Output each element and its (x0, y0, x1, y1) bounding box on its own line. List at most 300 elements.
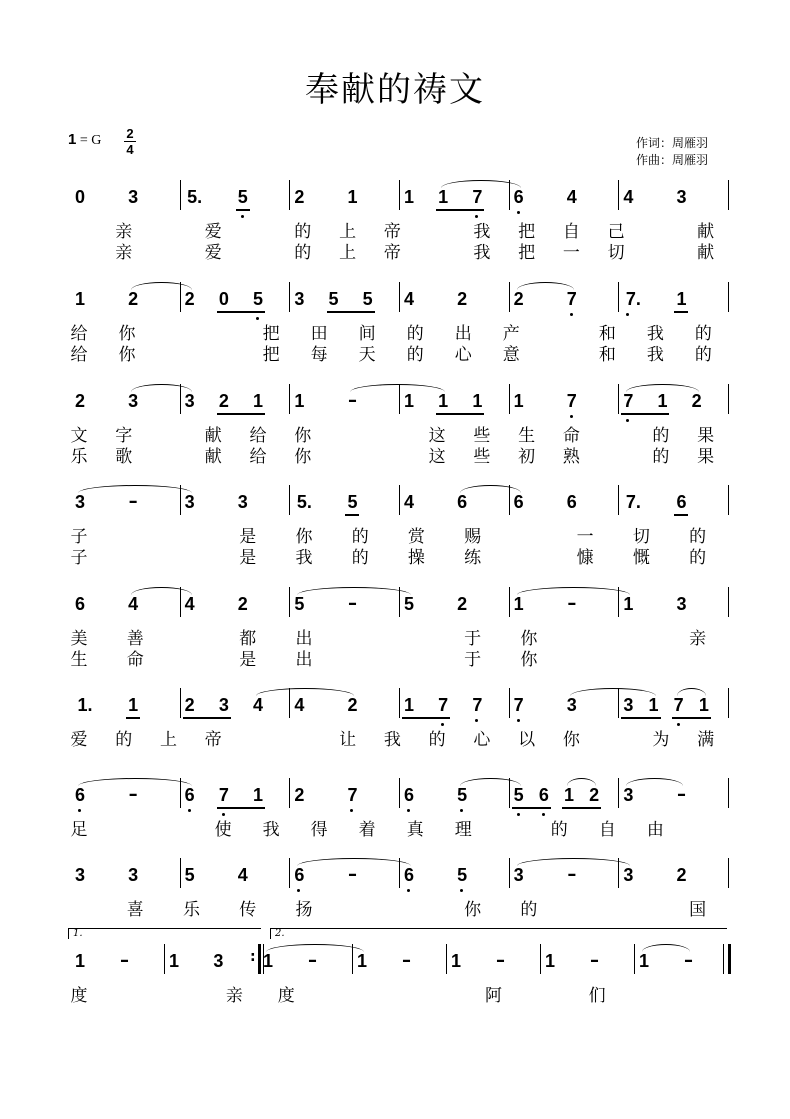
note: 5 (457, 785, 468, 805)
lyric-syllable: 善 (126, 629, 144, 649)
beam-underline (436, 209, 484, 211)
lyric-syllable: 心 (473, 730, 491, 750)
note: 4 (128, 594, 139, 614)
lyric-syllable: 我 (646, 345, 664, 365)
note: 6 (403, 785, 414, 805)
note: 3 (213, 951, 224, 971)
tie-slur (350, 384, 445, 392)
note: 7 (347, 785, 358, 805)
staff-row (0, 178, 790, 263)
note: 1 (544, 951, 555, 971)
lyric-syllable: 子 (70, 548, 88, 568)
sustain-dash: – (347, 390, 357, 411)
barline (399, 688, 400, 718)
note: 1 (252, 785, 263, 805)
barline (289, 180, 290, 210)
tie-slur (78, 778, 192, 786)
note: 1 (294, 391, 305, 411)
lyric-syllable: 一 (576, 527, 594, 547)
lyric-syllable: 帝 (383, 243, 401, 263)
note: 3 (623, 865, 634, 885)
lyric-syllable: 得 (310, 820, 328, 840)
barline (399, 282, 400, 312)
barline (399, 778, 400, 808)
tie-slur (256, 688, 354, 696)
lyric-syllable: 都 (239, 629, 257, 649)
note: 7 (673, 695, 684, 715)
beam-underline (512, 807, 551, 809)
note: 5 (513, 785, 524, 805)
staff-row (0, 483, 790, 568)
note: 3 (513, 865, 524, 885)
lyric-syllable: 心 (454, 345, 472, 365)
lyric-syllable: 你 (118, 324, 136, 344)
lyric-syllable: 熟 (562, 447, 580, 467)
lyric-syllable: 美 (70, 629, 88, 649)
sustain-dash: – (307, 950, 317, 971)
note: 1 (450, 951, 461, 971)
barline (509, 688, 510, 718)
octave-dot-low (475, 719, 478, 722)
lyric-syllable: 上 (160, 730, 178, 750)
note: 3 (623, 695, 634, 715)
barline (509, 587, 510, 617)
note: 7. (625, 289, 641, 309)
barline (618, 180, 619, 210)
note: 3 (128, 187, 139, 207)
octave-dot-low (626, 313, 629, 316)
note: 5 (347, 492, 358, 512)
lyric-syllable: 的 (406, 345, 424, 365)
sustain-dash: – (495, 950, 505, 971)
note: 7 (218, 785, 229, 805)
note: 1 (403, 187, 414, 207)
lyric-syllable: 献 (697, 243, 715, 263)
octave-dot-low (517, 813, 520, 816)
lyric-syllable: 初 (518, 447, 536, 467)
note: 7 (566, 289, 577, 309)
note: 5. (296, 492, 312, 512)
note: 6 (184, 785, 195, 805)
note: 4 (403, 492, 414, 512)
lyric-syllable: 的 (694, 345, 712, 365)
note: 2 (237, 594, 248, 614)
note: 1 (252, 391, 263, 411)
beam-underline (183, 717, 231, 719)
barline (618, 485, 619, 515)
barline (634, 944, 635, 974)
lyric-syllable: 把 (518, 243, 536, 263)
note: 1 (472, 391, 483, 411)
lyric-syllable: 献 (204, 426, 222, 446)
beam-underline (217, 413, 265, 415)
sustain-dash: – (676, 784, 686, 805)
octave-dot-low (677, 723, 680, 726)
lyric-syllable: 我 (646, 324, 664, 344)
lyric-syllable: 间 (358, 324, 376, 344)
lyric-syllable: 于 (464, 629, 482, 649)
time-signature (124, 127, 136, 156)
octave-dot-low (441, 723, 444, 726)
octave-dot-low (350, 809, 353, 812)
sustain-dash: – (401, 950, 411, 971)
barline (289, 778, 290, 808)
lyric-syllable: 上 (339, 222, 357, 242)
tie-slur (131, 384, 192, 392)
second-ending-bracket (270, 928, 727, 939)
lyric-syllable: 由 (646, 820, 664, 840)
note: 7 (438, 695, 449, 715)
lyric-syllable: 的 (689, 548, 707, 568)
sustain-dash: – (589, 950, 599, 971)
lyric-syllable: 一 (562, 243, 580, 263)
note: 1 (74, 289, 85, 309)
song-title: 奉献的祷文 (305, 70, 485, 110)
barline (540, 944, 541, 974)
tie-slur (517, 282, 574, 290)
tie-slur (626, 384, 698, 392)
lyric-syllable: 你 (294, 426, 312, 446)
note: 1 (657, 391, 668, 411)
beam-underline (217, 807, 265, 809)
lyric-syllable: 使 (214, 820, 232, 840)
note: 4 (252, 695, 263, 715)
barline (509, 282, 510, 312)
lyric-syllable: 些 (473, 426, 491, 446)
lyric-syllable: 传 (239, 900, 257, 920)
note: 6 (513, 492, 524, 512)
tie-slur (517, 858, 631, 866)
lyric-syllable: 把 (262, 324, 280, 344)
note: 0 (74, 187, 85, 207)
note: 4 (294, 695, 305, 715)
note: 1 (403, 391, 414, 411)
lyric-syllable: 慷 (576, 548, 594, 568)
note: 2 (457, 289, 468, 309)
lyric-syllable: 度 (70, 986, 88, 1006)
note: 2 (294, 187, 305, 207)
barline (289, 485, 290, 515)
octave-dot-low (256, 317, 259, 320)
note: 3 (184, 391, 195, 411)
note: 4 (184, 594, 195, 614)
barline (618, 282, 619, 312)
barline (180, 180, 181, 210)
note: 4 (566, 187, 577, 207)
barline (289, 587, 290, 617)
lyric-syllable: 你 (295, 527, 313, 547)
lyric-syllable: 歌 (115, 447, 133, 467)
note: 3 (184, 492, 195, 512)
beam-underline (674, 514, 688, 516)
lyric-syllable: 是 (239, 650, 257, 670)
barline (728, 485, 729, 515)
lyric-syllable: 的 (294, 222, 312, 242)
note: 6 (538, 785, 549, 805)
lyric-syllable: 子 (70, 527, 88, 547)
lyric-syllable: 的 (652, 447, 670, 467)
lyric-syllable: 出 (295, 650, 313, 670)
barline (399, 180, 400, 210)
lyric-syllable: 的 (294, 243, 312, 263)
note: 2 (691, 391, 702, 411)
note: 6 (74, 594, 85, 614)
lyric-syllable: 们 (588, 986, 606, 1006)
lyric-syllable: 己 (607, 222, 625, 242)
note: 5 (362, 289, 373, 309)
lyric-syllable: 果 (697, 426, 715, 446)
tie-slur (297, 858, 411, 866)
octave-dot-low (188, 809, 191, 812)
lyric-syllable: 我 (262, 820, 280, 840)
lyric-syllable: 的 (406, 324, 424, 344)
lyric-syllable: 字 (115, 426, 133, 446)
octave-dot-low (460, 889, 463, 892)
lyric-syllable: 你 (520, 629, 538, 649)
lyric-syllable: 于 (464, 650, 482, 670)
note: 4 (237, 865, 248, 885)
note: 2 (347, 695, 358, 715)
time-signature-top: 2 (126, 126, 134, 141)
barline (618, 384, 619, 414)
lyric-syllable: 着 (358, 820, 376, 840)
octave-dot-low (626, 419, 629, 422)
lyric-syllable: 出 (454, 324, 472, 344)
tie-slur (626, 778, 683, 786)
lyric-syllable: 献 (204, 447, 222, 467)
barline (509, 858, 510, 888)
tie-slur (642, 944, 690, 952)
note: 5 (403, 594, 414, 614)
lyric-syllable: 的 (694, 324, 712, 344)
barline (289, 858, 290, 888)
note: 3 (218, 695, 229, 715)
barline (446, 944, 447, 974)
lyric-syllable: 给 (249, 447, 267, 467)
lyric-syllable: 的 (652, 426, 670, 446)
lyric-syllable: 给 (249, 426, 267, 446)
beam-underline (402, 717, 450, 719)
lyric-syllable: 扬 (295, 900, 313, 920)
lyric-syllable: 乐 (70, 447, 88, 467)
beam-underline (672, 717, 711, 719)
beam-underline (562, 807, 601, 809)
barline (180, 858, 181, 888)
lyric-syllable: 练 (464, 548, 482, 568)
barline (728, 858, 729, 888)
lyric-syllable: 赏 (407, 527, 425, 547)
composer-credit: 作曲：周雁羽 (636, 153, 709, 167)
note: 2 (184, 695, 195, 715)
barline (618, 778, 619, 808)
volta-label: 1. (73, 928, 83, 939)
note: 3 (74, 865, 85, 885)
note: 0 (218, 289, 229, 309)
time-signature-bottom: 4 (126, 142, 134, 157)
note: 1 (438, 187, 449, 207)
lyric-syllable: 我 (295, 548, 313, 568)
note: 3 (566, 695, 577, 715)
lyric-syllable: 是 (239, 527, 257, 547)
note: 6 (676, 492, 687, 512)
lyric-syllable: 足 (70, 820, 88, 840)
barline (728, 180, 729, 210)
note: 4 (403, 289, 414, 309)
note: 3 (128, 391, 139, 411)
note: 7 (472, 187, 483, 207)
lyric-syllable: 切 (632, 527, 650, 547)
lyric-syllable: 爱 (70, 730, 88, 750)
lyric-syllable: 意 (502, 345, 520, 365)
tie-slur (297, 587, 411, 595)
octave-dot-low (407, 889, 410, 892)
note: 6 (74, 785, 85, 805)
note: 2 (589, 785, 600, 805)
lyric-syllable: 你 (294, 447, 312, 467)
lyric-syllable: 文 (70, 426, 88, 446)
lyric-syllable: 的 (351, 548, 369, 568)
tie-slur (266, 944, 364, 952)
octave-dot-low (517, 211, 520, 214)
tie-slur (517, 587, 631, 595)
beam-underline (674, 311, 688, 313)
lyric-syllable: 和 (598, 345, 616, 365)
octave-dot-low (517, 719, 520, 722)
beam-underline (327, 311, 375, 313)
beam-underline (126, 717, 140, 719)
barline (723, 944, 724, 974)
sustain-dash: – (567, 864, 577, 885)
lyric-syllable: 爱 (204, 243, 222, 263)
note: 5. (187, 187, 203, 207)
sustain-dash: – (119, 950, 129, 971)
staff-row (0, 382, 790, 467)
lyric-syllable: 帝 (383, 222, 401, 242)
note: 1 (648, 695, 659, 715)
note: 5 (457, 865, 468, 885)
note: 1 (698, 695, 709, 715)
octave-dot-low (570, 415, 573, 418)
lyric-syllable: 出 (295, 629, 313, 649)
barline (728, 688, 729, 718)
note: 1 (347, 187, 358, 207)
lyric-syllable: 命 (126, 650, 144, 670)
tie-slur (131, 282, 192, 290)
staff-row (0, 686, 790, 750)
barline (399, 485, 400, 515)
key-value: = G (79, 133, 102, 148)
lyric-syllable: 我 (473, 222, 491, 242)
lyric-syllable: 的 (520, 900, 538, 920)
first-ending-bracket (68, 928, 261, 939)
sustain-dash: – (128, 784, 138, 805)
beam-underline (345, 514, 359, 516)
note: 2 (294, 785, 305, 805)
lyric-syllable: 田 (310, 324, 328, 344)
note: 3 (237, 492, 248, 512)
barline (180, 688, 181, 718)
lyric-syllable: 满 (697, 730, 715, 750)
note: 5 (252, 289, 263, 309)
note: 1 (262, 951, 273, 971)
note: 1. (77, 695, 93, 715)
octave-dot-low (297, 889, 300, 892)
lyric-syllable: 和 (598, 324, 616, 344)
lyric-syllable: 产 (502, 324, 520, 344)
beam-underline (621, 717, 660, 719)
octave-dot-low (542, 813, 545, 816)
lyric-syllable: 自 (598, 820, 616, 840)
octave-dot-low (241, 215, 244, 218)
note: 2 (184, 289, 195, 309)
lyric-syllable: 自 (562, 222, 580, 242)
sustain-dash: – (128, 491, 138, 512)
lyric-syllable: 亲 (115, 243, 133, 263)
lyric-syllable: 些 (473, 447, 491, 467)
lyric-syllable: 赐 (464, 527, 482, 547)
lyric-syllable: 上 (339, 243, 357, 263)
note: 2 (128, 289, 139, 309)
tie-slur (460, 778, 521, 786)
note: 1 (513, 391, 524, 411)
note: 1 (403, 695, 414, 715)
lyric-syllable: 帝 (204, 730, 222, 750)
staff-row (0, 856, 790, 920)
lyric-syllable: 你 (118, 345, 136, 365)
barline (164, 944, 165, 974)
repeat-sign: : (250, 949, 256, 965)
note: 7. (625, 492, 641, 512)
lyric-syllable: 果 (697, 447, 715, 467)
volta-label: 2. (275, 928, 285, 939)
octave-dot-low (407, 809, 410, 812)
lyric-syllable: 切 (607, 243, 625, 263)
octave-dot-low (460, 809, 463, 812)
lyric-syllable: 亲 (689, 629, 707, 649)
note: 2 (74, 391, 85, 411)
note: 2 (676, 865, 687, 885)
octave-dot-low (78, 809, 81, 812)
lyric-syllable: 把 (518, 222, 536, 242)
lyric-syllable: 我 (383, 730, 401, 750)
lyric-syllable: 亲 (225, 986, 243, 1006)
lyric-syllable: 的 (428, 730, 446, 750)
lyric-syllable: 给 (70, 324, 88, 344)
barline (728, 384, 729, 414)
lyric-syllable: 的 (550, 820, 568, 840)
sustain-dash: – (347, 593, 357, 614)
lyric-syllable: 命 (562, 426, 580, 446)
staff-row (0, 928, 790, 1006)
lyric-syllable: 每 (310, 345, 328, 365)
credits (636, 135, 708, 169)
note: 1 (356, 951, 367, 971)
note: 3 (676, 187, 687, 207)
note: 3 (676, 594, 687, 614)
note: 7 (472, 695, 483, 715)
note: 2 (218, 391, 229, 411)
note: 7 (566, 391, 577, 411)
octave-dot-low (475, 215, 478, 218)
lyric-syllable: 喜 (126, 900, 144, 920)
lyric-syllable: 生 (518, 426, 536, 446)
barline (289, 384, 290, 414)
sustain-dash: – (347, 864, 357, 885)
note: 5 (328, 289, 339, 309)
lyric-syllable: 的 (351, 527, 369, 547)
lyric-syllable: 天 (358, 345, 376, 365)
note: 1 (676, 289, 687, 309)
